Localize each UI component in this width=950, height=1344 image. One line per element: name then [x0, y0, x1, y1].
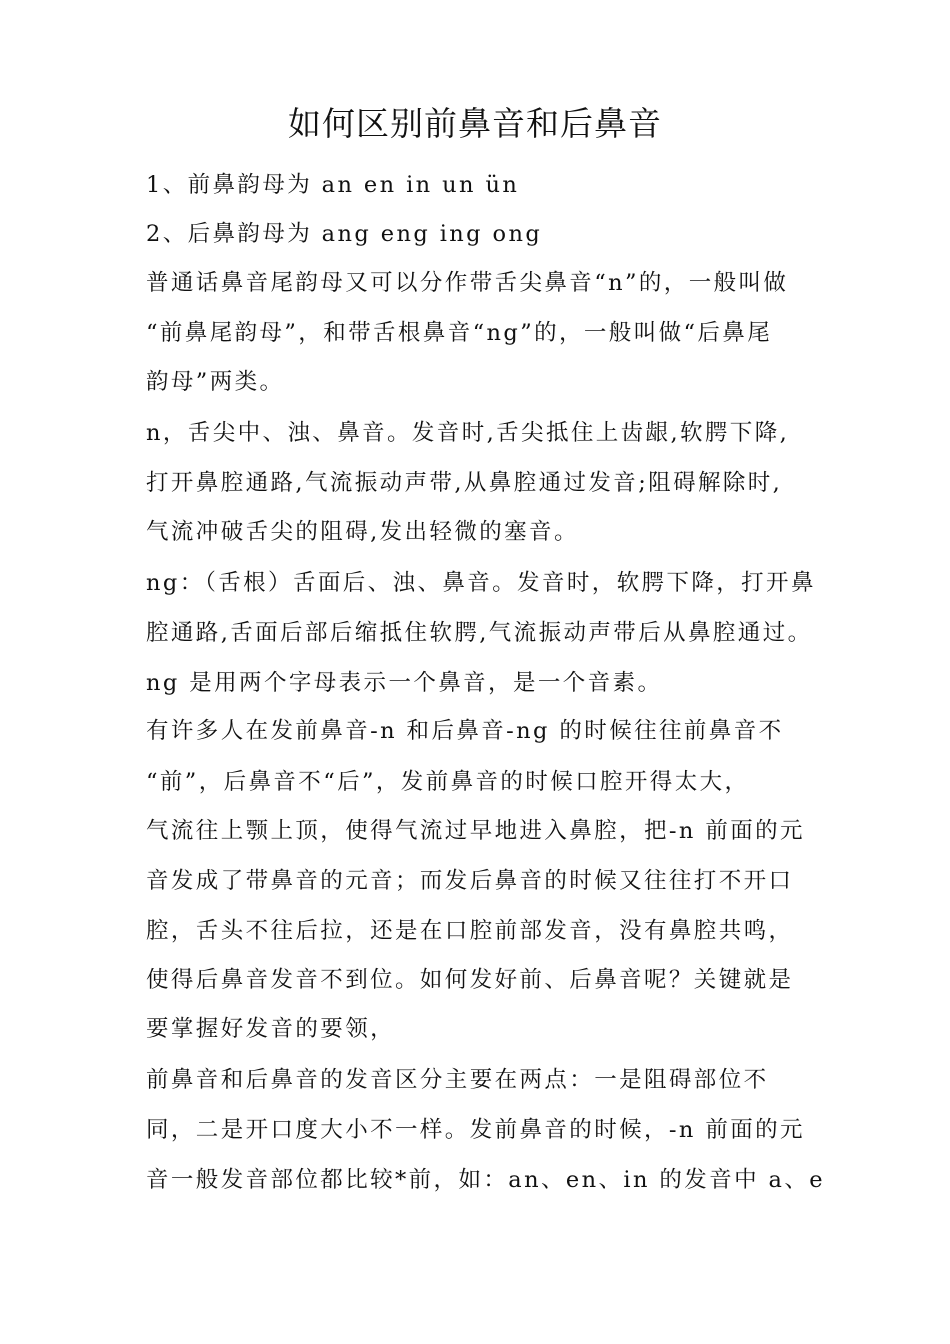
text-line: 普通话鼻音尾韵母又可以分作带舌尖鼻音“n”的，一般叫做: [146, 270, 789, 296]
text-line: ng：（舌根）舌面后、浊、鼻音。发音时，软腭下降，打开鼻: [146, 570, 816, 596]
text-line: 腔通路,舌面后部后缩抵住软腭,气流振动声带后从鼻腔通过。: [146, 620, 813, 646]
text-line: 要掌握好发音的要领，: [146, 1016, 396, 1042]
text-line: 音发成了带鼻音的元音；而发后鼻音的时候又往往打不开口: [146, 868, 794, 894]
text-line: ng 是用两个字母表示一个鼻音，是一个音素。: [146, 670, 663, 696]
text-line: 气流往上颚上顶，使得气流过早地进入鼻腔，把-n 前面的元: [146, 818, 805, 844]
text-line: 气流冲破舌尖的阻碍,发出轻微的塞音。: [146, 519, 579, 545]
document-title: 如何区别前鼻音和后鼻音: [288, 104, 662, 143]
text-line: “前鼻尾韵母”，和带舌根鼻音“ng”的，一般叫做“后鼻尾: [146, 320, 773, 346]
text-line: n，舌尖中、浊、鼻音。发音时,舌尖抵住上齿龈,软腭下降,: [146, 420, 790, 446]
text-line: 音一般发音部位都比较*前，如：an、en、in 的发音中 a、e: [146, 1167, 825, 1193]
text-line: 韵母”两类。: [146, 369, 285, 395]
text-line: 1、前鼻韵母为 an en in un ün: [146, 172, 520, 198]
text-line: 使得后鼻音发音不到位。如何发好前、后鼻音呢？关键就是: [146, 967, 794, 993]
text-line: 前鼻音和后鼻音的发音区分主要在两点：一是阻碍部位不: [146, 1067, 769, 1093]
text-line: “前”，后鼻音不“后”，发前鼻音的时候口腔开得太大，: [146, 769, 750, 795]
text-line: 打开鼻腔通路,气流振动声带,从鼻腔通过发音;阻碍解除时,: [146, 470, 783, 496]
text-line: 同，二是开口度大小不一样。发前鼻音的时候，-n 前面的元: [146, 1117, 805, 1143]
text-line: 2、后鼻韵母为 ang eng ing ong: [146, 221, 543, 247]
text-line: 腔，舌头不往后拉，还是在口腔前部发音，没有鼻腔共鸣，: [146, 918, 794, 944]
text-line: 有许多人在发前鼻音-n 和后鼻音-ng 的时候往往前鼻音不: [146, 718, 784, 744]
